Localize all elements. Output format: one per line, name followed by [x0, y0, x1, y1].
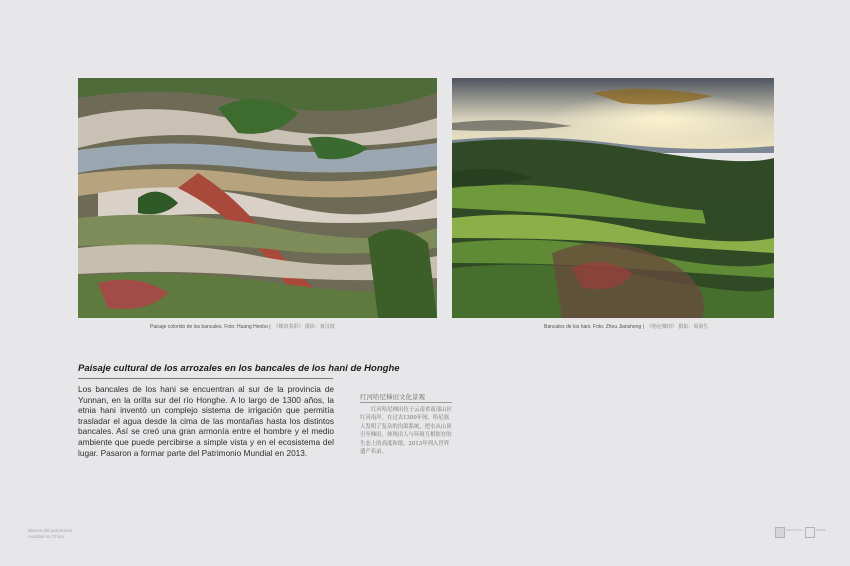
institute-logo-icon	[775, 527, 785, 538]
photo-caption-left	[150, 323, 335, 330]
article-body: Los bancales de los hani se encuentran al sur de la provincia de Yunnan, en la orilla sur del río Honghe. A lo largo de 1300 años, la etnia hani inventó un complejo sistema de irrigación que permitía trasladar el agua desde la cima de las montañas hasta los distintos bancales. Así se creó una gran armonía entre el hombre y el medio ambiente que puede percibirse a simple vista y en el ecosistema del lugar. Pasaron a formar parte del Patrimonio Mundial en 2013.	[78, 384, 334, 458]
photo-caption-right	[544, 323, 708, 330]
article-body-zh: 红河哈尼梯田位于云南省南部山区红河南岸。在过去1300年间，哈尼族人发明了复杂的沟渠系统，把水从山顶引至梯田，体现出人与环境互相依存的生态上的高度和谐。2013年列入世界遗产名录。	[360, 407, 452, 456]
terraces-sunset-image	[452, 78, 774, 318]
terraces-photo-sunset	[452, 78, 774, 318]
title-divider	[78, 378, 333, 379]
caption-text: Bancales de los hani. Foto: Zhou Jiansheng |	[544, 324, 644, 330]
title-divider-zh	[360, 402, 452, 403]
caption-text-zh: 《梯田奏彩》 摄影：黄汉波	[273, 324, 335, 330]
terraces-colorful-image	[78, 78, 437, 318]
caption-text: Paisaje colorido de los bancales. Foto: Huang Henbo |	[150, 324, 271, 330]
institute-logo-text: INSTITUTO	[786, 528, 802, 532]
footer-series-line1: Bienes del patrimonio	[28, 528, 73, 533]
footer-logos	[775, 527, 833, 537]
terraces-photo-colorful	[78, 78, 437, 318]
publisher-logo-icon	[805, 527, 815, 538]
article-title: Paisaje cultural de los arrozales en los bancales de los hani de Honghe	[78, 363, 400, 374]
footer-series-line2: mundial en China	[28, 534, 64, 539]
caption-text-zh: 《哈尼梯田》 摄影：周剑生	[646, 324, 709, 330]
footer-series-label	[28, 528, 72, 540]
article-title-zh: 红河哈尼梯田文化景观	[360, 393, 425, 401]
publisher-logo-text: CHINA	[816, 528, 826, 532]
